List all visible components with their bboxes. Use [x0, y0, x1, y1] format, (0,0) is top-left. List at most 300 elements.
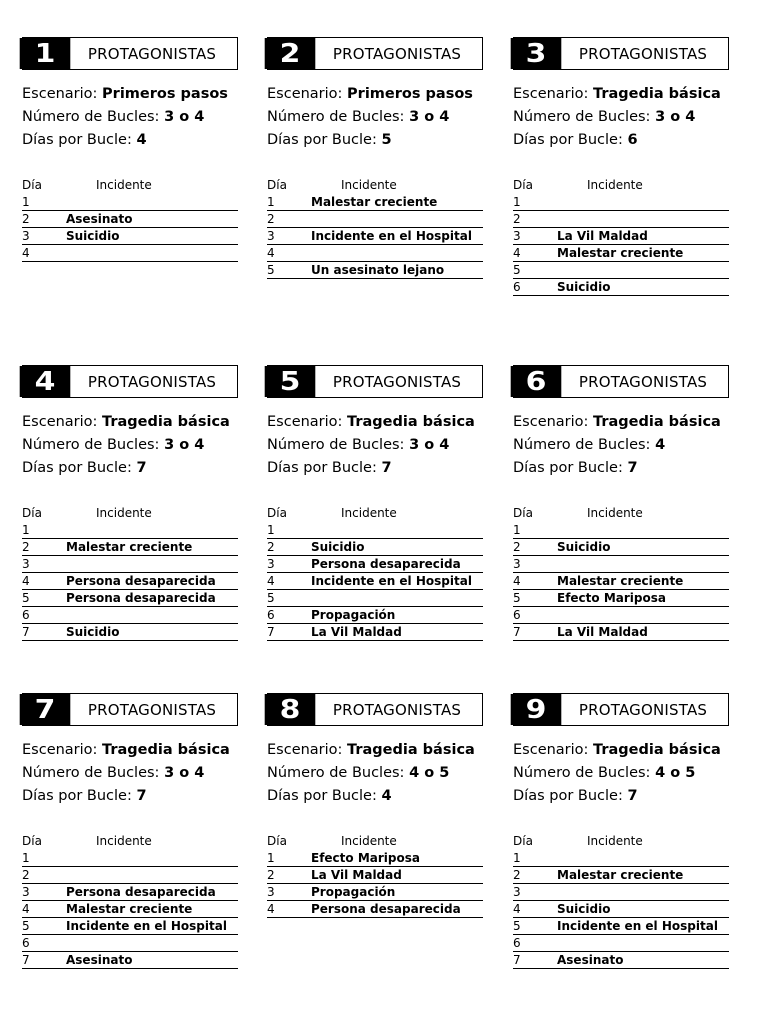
incident-row — [267, 573, 483, 590]
incident-row — [267, 228, 483, 245]
card-title: PROTAGONISTAS — [578, 700, 708, 719]
incident-day: 3 — [22, 229, 30, 243]
incident-row — [22, 194, 238, 211]
incident-row — [513, 245, 729, 262]
scenario-line — [22, 739, 238, 762]
card-title: PROTAGONISTAS — [332, 700, 462, 719]
col-day-header: Día — [22, 506, 42, 520]
loops-line — [22, 762, 238, 785]
incident-name — [66, 850, 238, 866]
incident-row — [267, 262, 483, 279]
incident-name: Asesinato — [66, 212, 133, 226]
incident-name — [311, 590, 483, 606]
loops-line — [513, 106, 729, 129]
card-header — [513, 365, 729, 398]
incident-table-header — [513, 504, 729, 522]
incident-day: 5 — [22, 919, 30, 933]
incident-name: Efecto Mariposa — [311, 851, 420, 865]
days-value: 5 — [381, 132, 392, 148]
incident-table-header — [22, 832, 238, 850]
scenario-card — [22, 365, 238, 641]
scenario-value: Tragedia básica — [102, 742, 230, 758]
days-line — [513, 785, 729, 808]
days-line — [513, 129, 729, 152]
col-day-header: Día — [513, 506, 533, 520]
card-title: PROTAGONISTAS — [578, 372, 708, 391]
scenario-line — [22, 411, 238, 434]
col-incident-header: Incidente — [341, 506, 397, 520]
card-info — [22, 83, 238, 152]
incident-name: La Vil Maldad — [311, 625, 402, 639]
card-title: PROTAGONISTAS — [332, 44, 462, 63]
incident-name: Suicidio — [557, 280, 611, 294]
incident-name: Persona desaparecida — [66, 574, 216, 588]
incident-day: 3 — [513, 885, 521, 899]
incident-table-header — [22, 176, 238, 194]
incident-row — [513, 850, 729, 867]
incident-day: 5 — [267, 591, 275, 605]
incident-name — [557, 194, 729, 210]
incident-row — [513, 539, 729, 556]
incident-name: Suicidio — [66, 625, 120, 639]
incident-name — [66, 245, 238, 261]
incident-name: Asesinato — [66, 953, 133, 967]
scenario-label: Escenario: — [22, 86, 98, 102]
days-label: Días por Bucle: — [22, 460, 132, 476]
incident-day: 1 — [267, 523, 275, 537]
incident-day: 2 — [267, 540, 275, 554]
incident-day: 4 — [513, 246, 521, 260]
days-label: Días por Bucle: — [22, 788, 132, 804]
incident-row — [22, 884, 238, 901]
incident-day: 6 — [267, 608, 275, 622]
incident-name: Incidente en el Hospital — [557, 919, 718, 933]
incident-row — [513, 607, 729, 624]
incident-row — [22, 228, 238, 245]
incident-name: Malestar creciente — [66, 540, 193, 554]
incident-day: 5 — [513, 919, 521, 933]
incident-table — [513, 176, 729, 296]
loops-value: 4 o 5 — [655, 765, 696, 781]
scenario-card — [22, 693, 238, 969]
days-line — [22, 457, 238, 480]
incident-name: Efecto Mariposa — [557, 591, 666, 605]
loops-value: 3 o 4 — [655, 109, 696, 125]
loops-label: Número de Bucles: — [267, 109, 405, 125]
loops-label: Número de Bucles: — [22, 109, 160, 125]
scenario-value: Tragedia básica — [347, 414, 475, 430]
incident-day: 7 — [513, 953, 521, 967]
col-incident-header: Incidente — [341, 834, 397, 848]
incident-day: 4 — [22, 574, 30, 588]
incident-day: 5 — [513, 591, 521, 605]
incident-name: La Vil Maldad — [557, 229, 648, 243]
card-header — [513, 37, 729, 70]
card-number: 5 — [265, 366, 316, 397]
scenario-card — [267, 365, 483, 641]
incident-table — [267, 504, 483, 641]
incident-day: 5 — [22, 591, 30, 605]
loops-value: 3 o 4 — [409, 437, 450, 453]
scenario-value: Primeros pasos — [102, 86, 228, 102]
days-value: 4 — [381, 788, 392, 804]
col-day-header: Día — [267, 834, 287, 848]
incident-row — [513, 522, 729, 539]
incident-table-header — [267, 176, 483, 194]
incident-day: 4 — [267, 246, 275, 260]
days-value: 4 — [136, 132, 147, 148]
scenario-line — [513, 83, 729, 106]
card-info — [22, 739, 238, 808]
incident-name — [311, 522, 483, 538]
incident-row — [513, 918, 729, 935]
incident-name: Incidente en el Hospital — [311, 229, 472, 243]
incident-name — [66, 556, 238, 572]
days-value: 7 — [136, 460, 147, 476]
incident-table — [22, 832, 238, 969]
incident-name: Suicidio — [557, 902, 611, 916]
incident-day: 3 — [22, 557, 30, 571]
loops-label: Número de Bucles: — [513, 765, 651, 781]
incident-row — [513, 262, 729, 279]
days-value: 7 — [627, 788, 638, 804]
incident-row — [513, 279, 729, 296]
incident-day: 4 — [22, 902, 30, 916]
card-number: 4 — [20, 366, 71, 397]
incident-name — [311, 211, 483, 227]
card-info — [267, 83, 483, 152]
scenario-card — [22, 37, 238, 262]
incident-name — [66, 194, 238, 210]
incident-name: Malestar creciente — [311, 195, 438, 209]
days-label: Días por Bucle: — [513, 788, 623, 804]
incident-row — [22, 935, 238, 952]
scenario-label: Escenario: — [267, 414, 343, 430]
incident-row — [513, 590, 729, 607]
incident-day: 3 — [267, 229, 275, 243]
loops-value: 3 o 4 — [164, 437, 205, 453]
incident-table-header — [267, 504, 483, 522]
scenario-value: Tragedia básica — [102, 414, 230, 430]
incident-day: 1 — [513, 195, 521, 209]
incident-row — [22, 952, 238, 969]
incident-day: 4 — [22, 246, 30, 260]
incident-day: 3 — [22, 885, 30, 899]
scenario-line — [513, 739, 729, 762]
incident-rows — [267, 194, 483, 279]
incident-table-header — [267, 832, 483, 850]
incident-day: 7 — [22, 625, 30, 639]
col-day-header: Día — [513, 834, 533, 848]
incident-name: Persona desaparecida — [66, 885, 216, 899]
incident-row — [267, 607, 483, 624]
loops-line — [267, 762, 483, 785]
incident-day: 3 — [267, 557, 275, 571]
days-label: Días por Bucle: — [22, 132, 132, 148]
scenario-card — [267, 37, 483, 279]
days-value: 7 — [627, 460, 638, 476]
loops-line — [22, 106, 238, 129]
loops-value: 3 o 4 — [164, 765, 205, 781]
loops-value: 4 o 5 — [409, 765, 450, 781]
incident-name — [66, 522, 238, 538]
days-value: 6 — [627, 132, 638, 148]
incident-row — [22, 590, 238, 607]
scenario-label: Escenario: — [22, 414, 98, 430]
incident-row — [267, 194, 483, 211]
incident-row — [22, 901, 238, 918]
incident-row — [267, 901, 483, 918]
card-info — [22, 411, 238, 480]
card-header — [513, 693, 729, 726]
incident-rows — [267, 522, 483, 641]
scenario-card — [513, 37, 729, 296]
loops-label: Número de Bucles: — [513, 437, 651, 453]
incident-rows — [513, 194, 729, 296]
incident-name: Suicidio — [311, 540, 365, 554]
incident-row — [513, 952, 729, 969]
incident-day: 2 — [22, 212, 30, 226]
days-line — [22, 129, 238, 152]
loops-value: 3 o 4 — [164, 109, 205, 125]
incident-day: 1 — [267, 195, 275, 209]
incident-table — [513, 832, 729, 969]
incident-name — [557, 884, 729, 900]
incident-day: 1 — [513, 523, 521, 537]
scenario-label: Escenario: — [513, 414, 589, 430]
incident-table-header — [513, 832, 729, 850]
card-info — [267, 739, 483, 808]
days-label: Días por Bucle: — [513, 460, 623, 476]
col-incident-header: Incidente — [587, 834, 643, 848]
incident-row — [22, 850, 238, 867]
incident-day: 3 — [267, 885, 275, 899]
card-title: PROTAGONISTAS — [578, 44, 708, 63]
loops-line — [22, 434, 238, 457]
col-incident-header: Incidente — [96, 834, 152, 848]
incident-day: 7 — [267, 625, 275, 639]
incident-name: Suicidio — [557, 540, 611, 554]
incident-table — [267, 176, 483, 279]
incident-table — [22, 504, 238, 641]
incident-rows — [267, 850, 483, 918]
incident-row — [267, 211, 483, 228]
incident-name — [557, 211, 729, 227]
incident-row — [22, 867, 238, 884]
incident-day: 2 — [513, 540, 521, 554]
scenario-label: Escenario: — [22, 742, 98, 758]
card-info — [513, 739, 729, 808]
col-incident-header: Incidente — [96, 506, 152, 520]
incident-day: 4 — [267, 902, 275, 916]
scenario-line — [267, 739, 483, 762]
incident-day: 7 — [513, 625, 521, 639]
incident-day: 2 — [22, 540, 30, 554]
days-line — [22, 785, 238, 808]
incident-row — [22, 539, 238, 556]
col-incident-header: Incidente — [587, 178, 643, 192]
incident-name: Incidente en el Hospital — [311, 574, 472, 588]
incident-row — [267, 867, 483, 884]
scenario-card — [267, 693, 483, 918]
incident-name: Propagación — [311, 885, 396, 899]
card-title: PROTAGONISTAS — [87, 700, 217, 719]
incident-name: Persona desaparecida — [66, 591, 216, 605]
incident-row — [513, 884, 729, 901]
scenario-card — [513, 365, 729, 641]
incident-day: 1 — [22, 195, 30, 209]
incident-row — [22, 522, 238, 539]
incident-row — [22, 918, 238, 935]
incident-day: 1 — [22, 851, 30, 865]
incident-name: Malestar creciente — [66, 902, 193, 916]
card-number: 7 — [20, 694, 71, 725]
card-header — [267, 693, 483, 726]
incident-row — [513, 624, 729, 641]
incident-table — [513, 504, 729, 641]
incident-day: 4 — [267, 574, 275, 588]
card-number: 6 — [511, 366, 562, 397]
loops-label: Número de Bucles: — [267, 765, 405, 781]
card-number: 9 — [511, 694, 562, 725]
incident-name — [557, 262, 729, 278]
incident-day: 6 — [513, 936, 521, 950]
scenario-label: Escenario: — [267, 86, 343, 102]
loops-line — [267, 106, 483, 129]
incident-day: 4 — [513, 574, 521, 588]
incident-day: 2 — [513, 212, 521, 226]
loops-label: Número de Bucles: — [267, 437, 405, 453]
incident-row — [22, 211, 238, 228]
col-incident-header: Incidente — [96, 178, 152, 192]
card-number: 3 — [511, 38, 562, 69]
card-header — [267, 365, 483, 398]
incident-row — [513, 935, 729, 952]
scenario-value: Primeros pasos — [347, 86, 473, 102]
incident-row — [513, 867, 729, 884]
incident-row — [267, 590, 483, 607]
incident-name — [66, 607, 238, 623]
scenario-label: Escenario: — [513, 742, 589, 758]
card-info — [513, 83, 729, 152]
incident-table-header — [513, 176, 729, 194]
col-day-header: Día — [513, 178, 533, 192]
col-day-header: Día — [267, 506, 287, 520]
loops-label: Número de Bucles: — [22, 437, 160, 453]
days-label: Días por Bucle: — [513, 132, 623, 148]
incident-day: 6 — [513, 608, 521, 622]
incident-row — [513, 194, 729, 211]
incident-row — [513, 573, 729, 590]
incident-row — [22, 607, 238, 624]
incident-name: Persona desaparecida — [311, 557, 461, 571]
days-label: Días por Bucle: — [267, 132, 377, 148]
card-header — [267, 37, 483, 70]
incident-day: 5 — [513, 263, 521, 277]
incident-day: 7 — [22, 953, 30, 967]
incident-row — [22, 556, 238, 573]
loops-value: 4 — [655, 437, 666, 453]
incident-row — [267, 624, 483, 641]
col-day-header: Día — [267, 178, 287, 192]
incident-rows — [513, 522, 729, 641]
days-line — [267, 785, 483, 808]
incident-day: 1 — [22, 523, 30, 537]
col-incident-header: Incidente — [587, 506, 643, 520]
incident-name — [66, 867, 238, 883]
incident-day: 3 — [513, 557, 521, 571]
incident-day: 5 — [267, 263, 275, 277]
incident-name — [66, 935, 238, 951]
loops-label: Número de Bucles: — [513, 109, 651, 125]
incident-day: 1 — [513, 851, 521, 865]
scenario-line — [513, 411, 729, 434]
incident-table — [22, 176, 238, 262]
incident-name: Un asesinato lejano — [311, 263, 445, 277]
incident-name — [557, 935, 729, 951]
incident-name — [311, 245, 483, 261]
card-header — [22, 37, 238, 70]
loops-value: 3 o 4 — [409, 109, 450, 125]
incident-row — [267, 850, 483, 867]
loops-line — [267, 434, 483, 457]
incident-name: Suicidio — [66, 229, 120, 243]
days-label: Días por Bucle: — [267, 460, 377, 476]
incident-day: 2 — [22, 868, 30, 882]
incident-row — [22, 624, 238, 641]
loops-line — [513, 434, 729, 457]
incident-name — [557, 607, 729, 623]
loops-label: Número de Bucles: — [22, 765, 160, 781]
incident-row — [267, 556, 483, 573]
incident-day: 6 — [22, 608, 30, 622]
incident-day: 2 — [267, 868, 275, 882]
incident-name — [557, 850, 729, 866]
days-value: 7 — [381, 460, 392, 476]
incident-name: Asesinato — [557, 953, 624, 967]
incident-row — [267, 245, 483, 262]
incident-day: 1 — [267, 851, 275, 865]
scenario-line — [267, 83, 483, 106]
card-info — [267, 411, 483, 480]
incident-row — [22, 573, 238, 590]
loops-line — [513, 762, 729, 785]
incident-row — [267, 522, 483, 539]
scenario-label: Escenario: — [513, 86, 589, 102]
incident-name — [557, 556, 729, 572]
incident-rows — [22, 850, 238, 969]
incident-rows — [513, 850, 729, 969]
incident-day: 6 — [22, 936, 30, 950]
card-title: PROTAGONISTAS — [332, 372, 462, 391]
incident-row — [22, 245, 238, 262]
days-label: Días por Bucle: — [267, 788, 377, 804]
incident-name: Persona desaparecida — [311, 902, 461, 916]
incident-name — [557, 522, 729, 538]
scenario-label: Escenario: — [267, 742, 343, 758]
incident-table-header — [22, 504, 238, 522]
col-day-header: Día — [22, 834, 42, 848]
incident-day: 4 — [513, 902, 521, 916]
incident-row — [267, 884, 483, 901]
card-title: PROTAGONISTAS — [87, 44, 217, 63]
days-value: 7 — [136, 788, 147, 804]
card-number: 8 — [265, 694, 316, 725]
incident-table — [267, 832, 483, 918]
incident-name: Propagación — [311, 608, 396, 622]
incident-name: Malestar creciente — [557, 246, 684, 260]
scenario-card — [513, 693, 729, 969]
